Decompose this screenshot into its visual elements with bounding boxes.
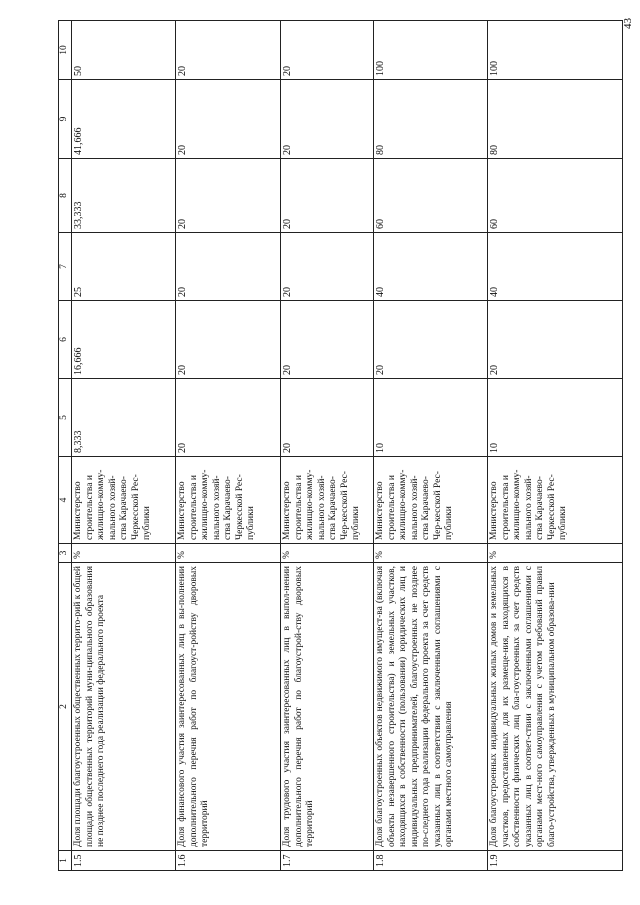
value-cell: 20 xyxy=(281,159,374,233)
row-number: 1.7 xyxy=(281,851,374,871)
responsible-org: Министерство строительства и жилищно-комму-нального хозяй-ства Карачаево-Чер-кесской Рес-публики xyxy=(374,457,488,544)
value-cell: 20 xyxy=(281,379,374,457)
value-cell: 40 xyxy=(488,233,623,301)
indicators-table xyxy=(58,20,623,871)
column-number-row xyxy=(59,21,72,871)
value-cell: 20 xyxy=(488,301,623,379)
value-cell: 50 xyxy=(72,21,176,80)
value-cell: 20 xyxy=(176,233,281,301)
value-cell: 41,666 xyxy=(72,80,176,159)
unit-cell: % xyxy=(488,544,623,563)
value-cell: 20 xyxy=(281,301,374,379)
value-cell: 10 xyxy=(488,379,623,457)
row-number: 1.8 xyxy=(374,851,488,871)
column-header: 7 xyxy=(59,233,72,301)
responsible-org: Министерство строительства и жилищно-комму-нального хозяй-ства Карачаево-Черкесской Рес-публики xyxy=(72,457,176,544)
value-cell: 20 xyxy=(176,80,281,159)
row-number: 1.6 xyxy=(176,851,281,871)
value-cell: 60 xyxy=(488,159,623,233)
column-header: 6 xyxy=(59,301,72,379)
value-cell: 25 xyxy=(72,233,176,301)
responsible-org: Министерство строительства и жилищно-комму-нального хозяй-ства Карачаево-Черкесской Рес-публики xyxy=(488,457,623,544)
column-header: 8 xyxy=(59,159,72,233)
row-number: 1.5 xyxy=(72,851,176,871)
value-cell: 20 xyxy=(281,80,374,159)
responsible-org: Министерство строительства и жилищно-комму-нального хозяй-ства Карачаево-Черкесской Рес-публики xyxy=(176,457,281,544)
column-header: 4 xyxy=(59,457,72,544)
row-number: 1.9 xyxy=(488,851,623,871)
column-header: 10 xyxy=(59,21,72,80)
indicator-description: Доля площади благоустроенных общественных террито-рий к общей площади общественных территорий муни-ципального образования не позднее последнего года реализации федерального проекта xyxy=(72,563,176,851)
indicator-description: Доля трудового участия заинтересованных лиц в выпол-нении дополнительного перечня работ по благоустрой-ству дворовых территорий xyxy=(281,563,374,851)
column-header: 2 xyxy=(59,563,72,851)
value-cell: 20 xyxy=(176,21,281,80)
value-cell: 80 xyxy=(488,80,623,159)
page-number: 43 xyxy=(622,18,634,29)
value-cell: 20 xyxy=(176,159,281,233)
value-cell: 10 xyxy=(374,379,488,457)
value-cell: 40 xyxy=(374,233,488,301)
column-header: 3 xyxy=(59,544,72,563)
column-header: 5 xyxy=(59,379,72,457)
value-cell: 20 xyxy=(281,21,374,80)
column-header: 1 xyxy=(59,851,72,871)
table-row xyxy=(374,21,488,871)
value-cell: 100 xyxy=(488,21,623,80)
value-cell: 20 xyxy=(281,233,374,301)
value-cell: 80 xyxy=(374,80,488,159)
table-row xyxy=(281,21,374,871)
unit-cell: % xyxy=(176,544,281,563)
value-cell: 16,666 xyxy=(72,301,176,379)
indicator-description: Доля благоустроенных объектов недвижимого имущест-ва (включая объекты незавершенного строительства) и земельных участков, находящихся в собственности (пользовании) юридических лиц и индивидуальных предпринимателей, благоустроенных не позднее по-следнего года реализации федерального проекта за счет средств указанных лиц в соответствии с заключенными соглашениями с органами местного самоуправления xyxy=(374,563,488,851)
value-cell: 60 xyxy=(374,159,488,233)
value-cell: 20 xyxy=(176,379,281,457)
table-row xyxy=(176,21,281,871)
unit-cell: % xyxy=(374,544,488,563)
value-cell: 8,333 xyxy=(72,379,176,457)
responsible-org: Министерство строительства и жилищно-комму-нального хозяй-ства Карачаево-Чер-кесской Рес-публики xyxy=(281,457,374,544)
table-row xyxy=(72,21,176,871)
indicator-description: Доля финансового участия заинтересованных лиц в вы-полнении дополнительного перечня работ по благоуст-ройству дворовых территорий xyxy=(176,563,281,851)
value-cell: 20 xyxy=(176,301,281,379)
value-cell: 20 xyxy=(374,301,488,379)
unit-cell: % xyxy=(281,544,374,563)
unit-cell: % xyxy=(72,544,176,563)
table-row xyxy=(488,21,623,871)
column-header: 9 xyxy=(59,80,72,159)
value-cell: 100 xyxy=(374,21,488,80)
value-cell: 33,333 xyxy=(72,159,176,233)
indicator-description: Доля благоустроенных индивидуальных жилых домов и земельных участков, предоставленных для их размеще-ния, находящихся в собственности физических лиц бла-гоустроенных за счет средств указанных лиц в соответ-ствии с заключенными соглашениями с органами мест-ного самоуправления с учетом требований правил благо-устройства, утвержденных в муниципальном образова-нии xyxy=(488,563,623,851)
